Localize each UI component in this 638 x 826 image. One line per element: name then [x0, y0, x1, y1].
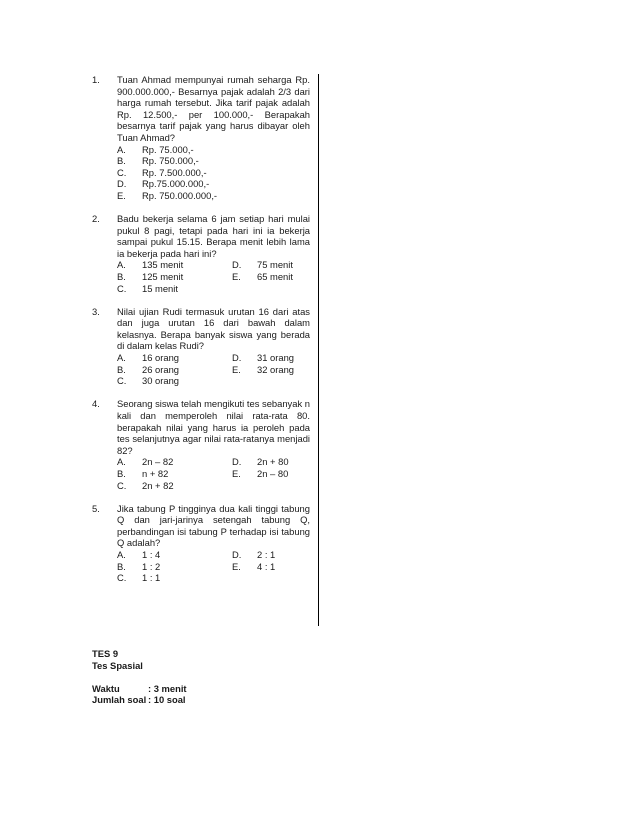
section-title: TES 9: [92, 648, 119, 659]
option-text: 2n + 80: [257, 456, 289, 468]
options-list: [117, 549, 310, 584]
option-letter: C.: [117, 375, 127, 387]
question-3: [92, 306, 310, 387]
count-row: [92, 694, 187, 706]
option-text: 16 orang: [142, 352, 180, 364]
question-number: 2.: [92, 213, 100, 225]
option-text: Rp. 7.500.000,-: [142, 166, 207, 178]
question-text: Badu bekerja selama 6 jam setiap hari mulai pukul 8 pagi, tetapi pada hari ini ia bekerja sampai pukul 15.15. Berapa menit lebih lama ia bekerja pada hari ini?: [117, 213, 310, 259]
question-number: 1.: [92, 74, 100, 85]
option-e: [117, 190, 310, 202]
option-text: 2n – 82: [142, 456, 174, 468]
option-b: [117, 364, 232, 376]
option-letter: A.: [117, 456, 126, 468]
time-label: Waktu: [92, 682, 120, 694]
option-d: [232, 352, 310, 364]
option-text: 1 : 4: [142, 548, 161, 560]
question-body: [117, 213, 310, 294]
option-e: [232, 271, 310, 283]
option-e: [232, 468, 310, 480]
option-text: 65 menit: [257, 271, 293, 282]
option-a: [117, 352, 232, 364]
option-a: [117, 259, 232, 271]
option-letter: C.: [117, 572, 127, 584]
option-letter: B.: [117, 560, 126, 572]
option-letter: D.: [232, 456, 242, 468]
option-a: [117, 144, 310, 156]
options-list: [117, 144, 310, 202]
question-column: [92, 74, 310, 595]
option-e: [232, 561, 310, 573]
question-2: [92, 213, 310, 294]
question-body: [117, 503, 310, 584]
time-row: [92, 683, 187, 695]
count-label: Jumlah soal: [92, 694, 147, 706]
option-text: 1 : 1: [142, 572, 161, 584]
option-letter: A.: [117, 352, 126, 364]
section-subtitle: Tes Spasial: [92, 659, 143, 671]
question-text: Nilai ujian Rudi termasuk urutan 16 dari atas dan juga urutan 16 dari bawah dalam kelasnya. Berapa banyak siswa yang berada di dalam kelas Rudi?: [117, 305, 310, 352]
option-letter: E.: [232, 560, 241, 572]
option-letter: B.: [117, 155, 126, 167]
option-letter: B.: [117, 271, 126, 282]
options-list: [117, 259, 310, 294]
options-list: [117, 456, 310, 491]
option-letter: D.: [232, 259, 242, 271]
option-text: 26 orang: [142, 363, 180, 375]
option-text: 31 orang: [257, 352, 295, 364]
question-5: [92, 503, 310, 584]
question-text: Jika tabung P tingginya dua kali tinggi tabung Q dan jari-jarinya setengah tabung Q, perbandingan isi tabung P terhadap isi tabung Q adalah?: [117, 502, 310, 549]
option-letter: B.: [117, 363, 126, 375]
section-header: [92, 648, 187, 706]
option-text: 15 menit: [142, 282, 178, 294]
option-letter: C.: [117, 282, 127, 294]
option-letter: C.: [117, 166, 127, 178]
option-letter: A.: [117, 259, 126, 271]
question-body: [117, 398, 310, 491]
option-a: [117, 456, 232, 468]
question-body: [117, 306, 310, 387]
option-text: Rp.75.000.000,-: [142, 178, 210, 190]
question-text: Seorang siswa telah mengikuti tes sebanyak n kali dan memperoleh nilai rata-rata 80. berapakah nilai yang harus ia peroleh pada tes selanjutnya agar nilai rata-ratanya menjadi 82?: [117, 398, 310, 456]
option-text: 2n + 82: [142, 479, 174, 491]
option-d: [232, 549, 310, 561]
option-c: [117, 572, 232, 584]
question-4: [92, 398, 310, 491]
option-b: [117, 561, 232, 573]
option-letter: D.: [117, 178, 127, 190]
option-b: [117, 468, 232, 480]
option-text: Rp. 750.000.000,-: [142, 189, 218, 201]
option-letter: A.: [117, 548, 126, 560]
option-b: [117, 271, 232, 283]
option-text: 4 : 1: [257, 560, 276, 572]
option-d: [232, 456, 310, 468]
option-c: [117, 167, 310, 179]
option-b: [117, 155, 310, 167]
option-c: [117, 375, 232, 387]
question-1: [92, 74, 310, 202]
option-text: 75 menit: [257, 259, 293, 271]
option-letter: A.: [117, 143, 126, 155]
question-text: Tuan Ahmad mempunyai rumah seharga Rp. 900.000.000,- Besarnya pajak adalah 2/3 dari harga rumah tersebut. Jika tarif pajak adalah Rp. 12.500,- per 100.000,- Berapakah besarnya tarif pajak yang harus dibayar oleh Tuan Ahmad?: [117, 74, 310, 143]
option-text: 135 menit: [142, 259, 184, 271]
option-text: n + 82: [142, 467, 169, 479]
option-letter: B.: [117, 467, 126, 479]
option-letter: D.: [232, 548, 242, 560]
option-d: [117, 178, 310, 190]
option-text: 32 orang: [257, 363, 295, 375]
option-letter: C.: [117, 479, 127, 491]
option-text: 2 : 1: [257, 548, 276, 560]
column-divider: [318, 74, 319, 626]
option-a: [117, 549, 232, 561]
question-body: [117, 74, 310, 202]
question-number: 4.: [92, 398, 100, 410]
option-letter: E.: [232, 467, 241, 479]
question-number: 3.: [92, 305, 100, 317]
option-text: 1 : 2: [142, 560, 161, 572]
option-letter: E.: [232, 271, 241, 282]
option-text: 30 orang: [142, 375, 180, 387]
option-letter: E.: [117, 189, 126, 201]
option-c: [117, 283, 232, 295]
option-d: [232, 259, 310, 271]
option-c: [117, 480, 232, 492]
option-e: [232, 364, 310, 376]
option-letter: E.: [232, 363, 241, 375]
count-value: : 10 soal: [148, 694, 186, 706]
question-number: 5.: [92, 502, 100, 514]
option-text: Rp. 75.000,-: [142, 143, 194, 155]
option-text: 125 menit: [142, 271, 184, 282]
time-value: : 3 menit: [148, 682, 187, 694]
option-text: 2n – 80: [257, 467, 289, 479]
option-letter: D.: [232, 352, 242, 364]
options-list: [117, 352, 310, 387]
option-text: Rp. 750.000,-: [142, 155, 199, 167]
section-spacer: [92, 671, 187, 683]
